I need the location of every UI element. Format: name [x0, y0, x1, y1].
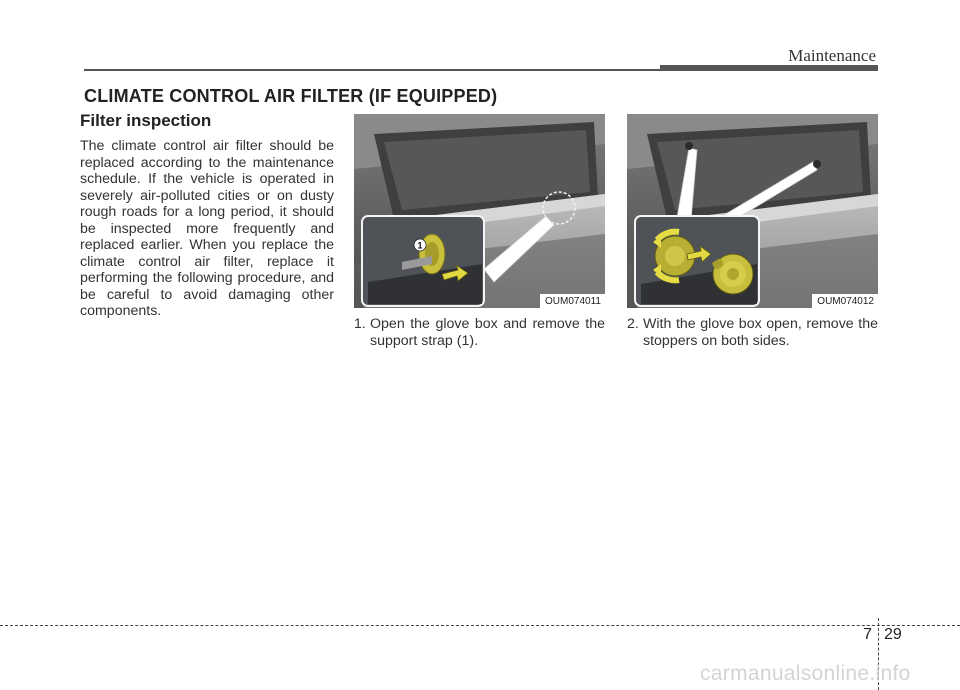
step-text: With the glove box open, remove the stoppers on both sides.: [643, 316, 878, 349]
step-text: Open the glove box and remove the support strap (1).: [370, 316, 605, 349]
watermark: carmanualsonline.info: [700, 662, 911, 685]
header-rule: [84, 69, 660, 71]
figure-code: OUM074011: [540, 294, 605, 308]
section-title: CLIMATE CONTROL AIR FILTER (IF EQUIPPED): [84, 86, 498, 106]
page-number: 29: [884, 626, 902, 643]
figure-glove-box-stoppers: [627, 114, 878, 308]
step-1: [354, 316, 605, 349]
subsection-title: Filter inspection: [80, 111, 212, 130]
stoppers-illustration: [627, 114, 878, 308]
footer-crop-line: [0, 625, 960, 626]
step-number: 1.: [354, 316, 366, 332]
figure-code: OUM074012: [812, 294, 878, 308]
step-number: 2.: [627, 316, 639, 332]
running-header: Maintenance: [788, 46, 876, 65]
callout-number: 1: [417, 240, 423, 251]
header-rule-accent: [660, 65, 878, 71]
step-2: [627, 316, 878, 349]
glove-box-illustration: [354, 114, 605, 308]
chapter-number: 7: [863, 626, 872, 643]
body-paragraph: The climate control air filter should be replaced according to the maintenance schedule. If the vehicle is operated in severely air-polluted cities or on dusty rough roads for a long period, it should be inspected more frequently and replaced earlier. When you replace the climate control air filter, replace it performing the following procedure, and be careful to avoid damaging other components.: [80, 138, 334, 319]
figure-glove-box-strap: [354, 114, 605, 308]
